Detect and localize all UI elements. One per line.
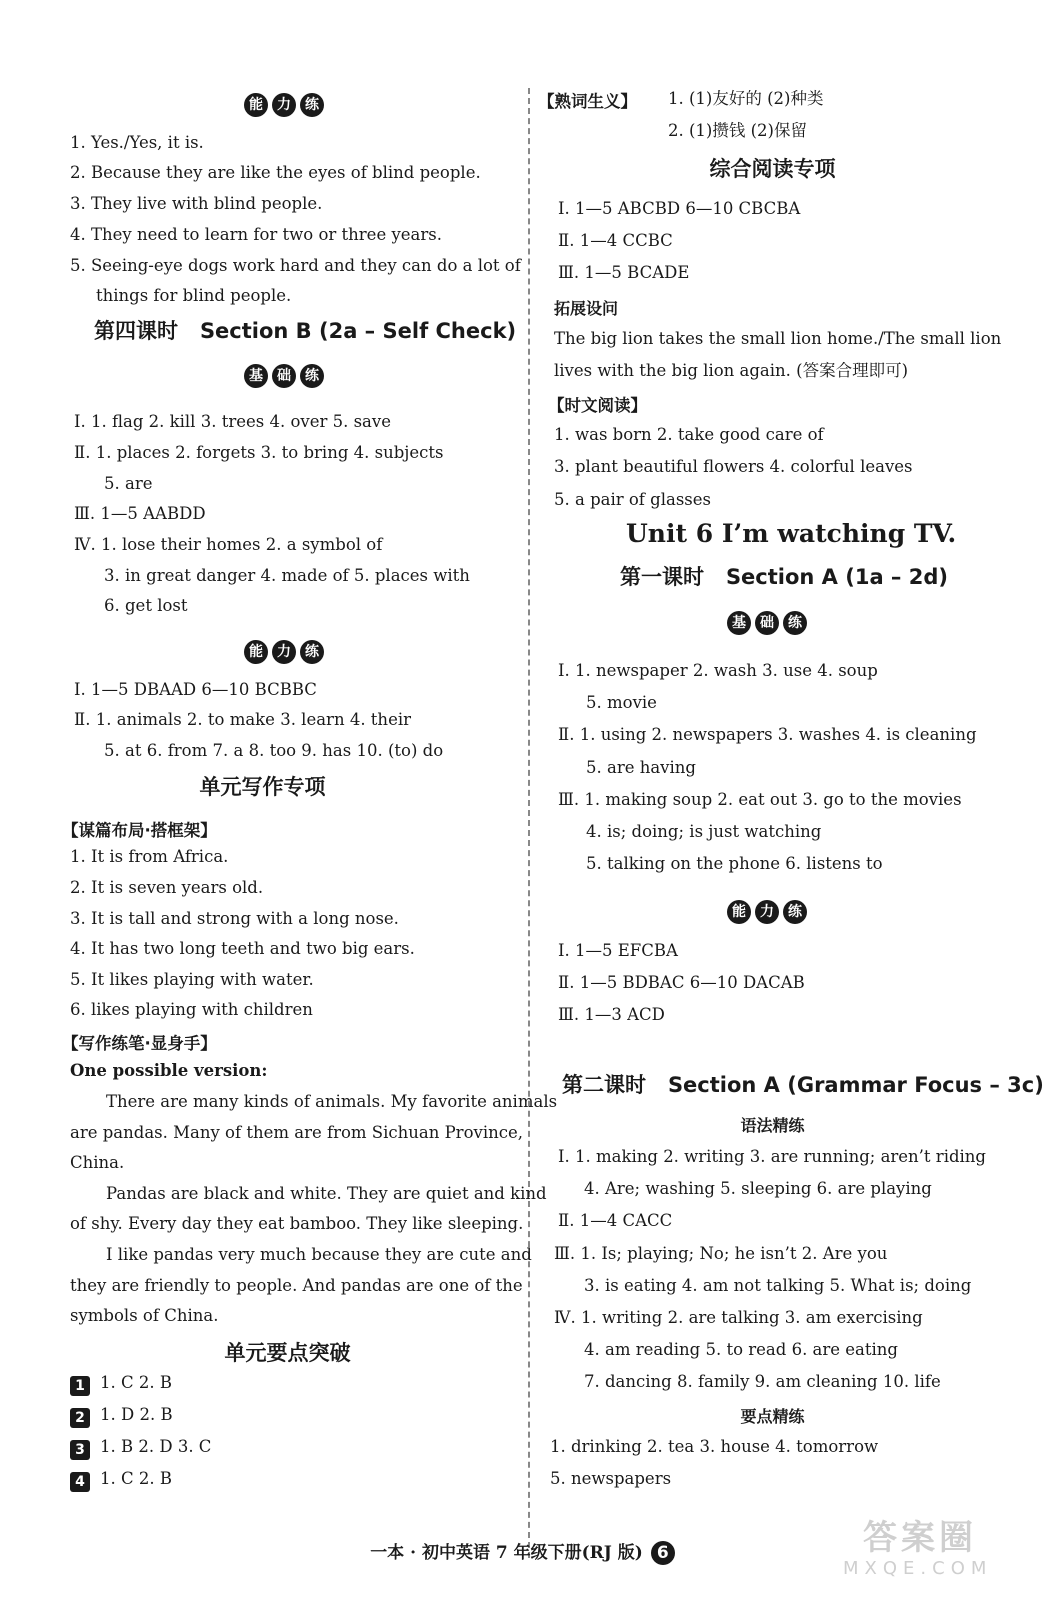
answer-line: Ⅰ. 1. flag 2. kill 3. trees 4. over 5. save: [74, 412, 391, 431]
answer-line: 5. a pair of glasses: [554, 490, 712, 509]
answer-line: Ⅰ. 1—5 EFCBA: [558, 941, 678, 960]
badge-char: 练: [300, 93, 324, 117]
keypoint-answer: 1. C 2. B: [100, 1469, 172, 1488]
answer-line: things for blind people.: [96, 286, 292, 305]
badge-char: 练: [783, 900, 807, 924]
answer-line: Ⅲ. 1—3 ACD: [558, 1005, 665, 1024]
essay-line: There are many kinds of animals. My favorite animals: [106, 1092, 558, 1111]
unit-title: Unit 6 I’m watching TV.: [626, 519, 957, 548]
answer-line: Ⅳ. 1. writing 2. are talking 3. am exercising: [554, 1308, 923, 1327]
essay-line: China.: [70, 1153, 125, 1172]
essay-line: symbols of China.: [70, 1306, 219, 1325]
answer-line: 3. is eating 4. am not talking 5. What is; doing: [584, 1276, 972, 1295]
answer-line: Ⅱ. 1. using 2. newspapers 3. washes 4. is cleaning: [558, 725, 977, 744]
number-badge: 2: [70, 1408, 90, 1428]
essay-line: I like pandas very much because they are cute and: [106, 1245, 532, 1264]
keypoint-answer: 1. B 2. D 3. C: [100, 1437, 212, 1456]
answer-line: Ⅱ. 1—4 CCBC: [558, 231, 673, 250]
answer-line: 5. It likes playing with water.: [70, 970, 314, 989]
answer-line: 1. was born 2. take good care of: [554, 425, 824, 444]
badge-char: 础: [755, 611, 779, 635]
answer-line: Ⅰ. 1—5 ABCBD 6—10 CBCBA: [558, 199, 801, 218]
page-number: 6: [651, 1541, 675, 1565]
watermark-url: MXQE.COM: [843, 1558, 993, 1579]
answer-line: 1. (1)友好的 (2)种类: [668, 89, 824, 108]
answer-line: 5. are: [104, 474, 153, 493]
badge-char: 力: [272, 640, 296, 664]
answer-line: Ⅱ. 1. places 2. forgets 3. to bring 4. subjects: [74, 443, 444, 462]
practice-header: 【写作练笔·显身手】: [62, 1034, 217, 1053]
answer-line: 2. It is seven years old.: [70, 878, 264, 897]
keypoints-title-text: 单元要点突破: [224, 1340, 351, 1365]
answer-line: 1. It is from Africa.: [70, 847, 229, 866]
nengli-badge-2: [244, 640, 324, 664]
answer-line: 4. is; doing; is just watching: [586, 822, 822, 841]
lesson1-label: 第一课时: [620, 564, 704, 589]
badge-char: 能: [244, 640, 268, 664]
answer-line: Ⅳ. 1. lose their homes 2. a symbol of: [74, 535, 383, 554]
answer-line: lives with the big lion again. (答案合理即可): [554, 361, 909, 380]
keypoint-answer: 1. D 2. B: [100, 1405, 173, 1424]
keypoint-answer: 1. C 2. B: [100, 1373, 172, 1392]
essay-line: of shy. Every day they eat bamboo. They like sleeping.: [70, 1214, 524, 1233]
answer-line: The big lion takes the small lion home./The small lion: [554, 329, 1002, 348]
reading-title-text: 综合阅读专项: [709, 156, 836, 181]
layout-header: 【谋篇布局·搭框架】: [62, 821, 217, 840]
answer-line: Ⅰ. 1. newspaper 2. wash 3. use 4. soup: [558, 661, 878, 680]
answer-line: 1. Yes./Yes, it is.: [70, 133, 204, 152]
badge-char: 练: [783, 611, 807, 635]
answer-line: Ⅲ. 1. Is; playing; No; he isn’t 2. Are you: [554, 1244, 888, 1263]
version-label: One possible version:: [70, 1061, 268, 1080]
watermark-logo-text: 答案圈: [863, 1518, 977, 1558]
writing-title-text: 单元写作专项: [199, 774, 326, 799]
number-badge: 1: [70, 1376, 90, 1396]
keypoint-row: [70, 1436, 211, 1460]
answer-line: 2. (1)攒钱 (2)保留: [668, 121, 807, 140]
answer-line: 4. Are; washing 5. sleeping 6. are playing: [584, 1179, 932, 1198]
badge-char: 能: [727, 900, 751, 924]
essay-line: are pandas. Many of them are from Sichuan Province,: [70, 1123, 523, 1142]
essay-line: they are friendly to people. And pandas are one of the: [70, 1276, 523, 1295]
keypoint-row: [70, 1372, 172, 1396]
keypoints-title: [0, 1337, 575, 1367]
lesson1-title: [620, 561, 948, 591]
lesson4-label: 第四课时: [94, 318, 178, 343]
answer-line: Ⅲ. 1—5 AABDD: [74, 504, 206, 523]
answer-line: Ⅲ. 1—5 BCADE: [558, 263, 690, 282]
badge-char: 力: [272, 93, 296, 117]
badge-char: 练: [300, 364, 324, 388]
badge-char: 基: [727, 611, 751, 635]
jichu-badge: [244, 364, 324, 388]
grammar-header: 语法精练: [740, 1116, 805, 1135]
reading-title: [530, 153, 1015, 183]
nengli-badge: [727, 900, 807, 924]
nengli-badge: [244, 93, 324, 117]
familiar-header: 【熟词生义】: [538, 92, 637, 111]
answer-line: Ⅱ. 1—5 BDBAC 6—10 DACAB: [558, 973, 805, 992]
answer-line: 6. likes playing with children: [70, 1000, 313, 1019]
extend-header: 拓展设问: [554, 299, 619, 318]
badge-char: 础: [272, 364, 296, 388]
keypoint-header: 要点精练: [740, 1407, 805, 1426]
answer-line: 3. It is tall and strong with a long nose.: [70, 909, 399, 928]
number-badge: 3: [70, 1440, 90, 1460]
essay-line: Pandas are black and white. They are quiet and kind: [106, 1184, 547, 1203]
answer-line: 7. dancing 8. family 9. am cleaning 10. life: [584, 1372, 941, 1391]
lesson1-section: Section A (1a – 2d): [725, 565, 948, 589]
badge-char: 力: [755, 900, 779, 924]
answer-line: 3. in great danger 4. made of 5. places with: [104, 566, 470, 585]
footer-book-title: 一本 · 初中英语 7 年级下册(RJ 版): [370, 1543, 643, 1563]
answer-line: 3. plant beautiful flowers 4. colorful leaves: [554, 457, 913, 476]
current-header: 【时文阅读】: [548, 396, 647, 415]
lesson2-section: Section A (Grammar Focus – 3c): [667, 1073, 1044, 1097]
lesson4-section: Section B (2a – Self Check): [199, 319, 517, 343]
answer-line: 5. movie: [586, 693, 657, 712]
answer-line: 4. They need to learn for two or three years.: [70, 225, 442, 244]
answer-line: Ⅲ. 1. making soup 2. eat out 3. go to the movies: [558, 790, 962, 809]
answer-line: Ⅰ. 1—5 DBAAD 6—10 BCBBC: [74, 680, 317, 699]
answer-line: 2. Because they are like the eyes of blind people.: [70, 163, 481, 182]
answer-line: 5. are having: [586, 758, 696, 777]
answer-line: Ⅱ. 1. animals 2. to make 3. learn 4. their: [74, 710, 411, 729]
answer-line: Ⅰ. 1. making 2. writing 3. are running; aren’t riding: [558, 1147, 986, 1166]
badge-char: 练: [300, 640, 324, 664]
lesson2-title: [562, 1069, 1044, 1099]
answer-line: 3. They live with blind people.: [70, 194, 323, 213]
answer-line: 5. Seeing-eye dogs work hard and they can do a lot of: [70, 256, 521, 275]
answer-line: 4. am reading 5. to read 6. are eating: [584, 1340, 898, 1359]
answer-line: 5. talking on the phone 6. listens to: [586, 854, 883, 873]
answer-line: 4. It has two long teeth and two big ears.: [70, 939, 415, 958]
keypoint-row: [70, 1404, 173, 1428]
number-badge: 4: [70, 1472, 90, 1492]
watermark: [823, 1510, 1023, 1590]
badge-char: 能: [244, 93, 268, 117]
answer-line: 5. at 6. from 7. a 8. too 9. has 10. (to) do: [104, 741, 444, 760]
lesson2-label: 第二课时: [562, 1072, 646, 1097]
answer-line: Ⅱ. 1—4 CACC: [558, 1211, 673, 1230]
jichu-badge: [727, 611, 807, 635]
writing-section-title: [0, 771, 525, 801]
answer-line: 6. get lost: [104, 596, 188, 615]
keypoint-row: [70, 1468, 172, 1492]
answer-line: 1. drinking 2. tea 3. house 4. tomorrow: [550, 1437, 879, 1456]
lesson4-title: [94, 315, 516, 345]
answer-line: 5. newspapers: [550, 1469, 672, 1488]
badge-char: 基: [244, 364, 268, 388]
